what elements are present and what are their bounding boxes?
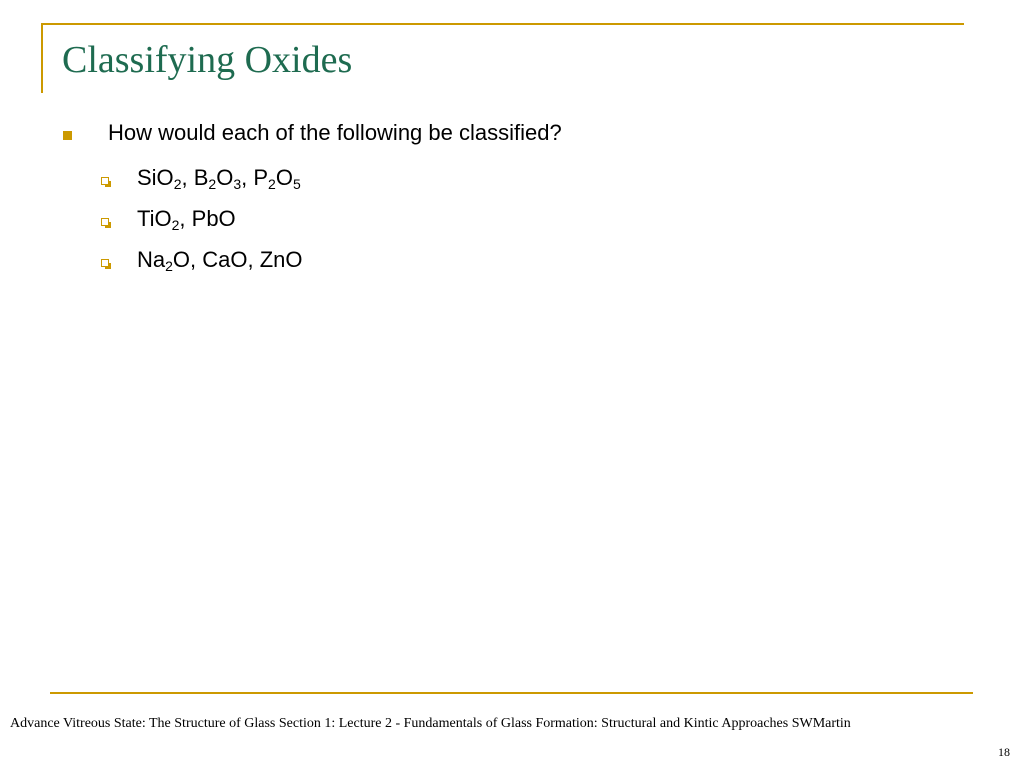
formula-subscript: 2 [268, 176, 276, 192]
formula-text: SiO [137, 165, 174, 190]
formula-text: , PbO [179, 206, 236, 231]
sub-bullet [0, 160, 1024, 196]
formula-text: O, CaO, ZnO [172, 247, 303, 272]
formula-text: Na [137, 247, 166, 272]
formula-subscript: 5 [292, 176, 301, 192]
filled-square-icon [63, 131, 72, 140]
sub-bullet [0, 242, 1024, 278]
formula-subscript: 3 [233, 176, 242, 192]
hollow-square-icon [101, 259, 109, 267]
formula-text: , B [181, 165, 209, 190]
sub-bullet [0, 201, 1024, 237]
formula-subscript: 2 [173, 176, 182, 192]
bottom-accent-line [50, 692, 973, 694]
formula-subscript: 2 [208, 176, 217, 192]
sub-bullet-text [137, 247, 303, 273]
bullet-list [0, 0, 1024, 300]
formula-subscript: 2 [165, 258, 173, 274]
formula-text: , P [241, 165, 269, 190]
bullet-text: How would each of the following be classified? [108, 120, 562, 145]
page-number: 18 [998, 745, 1010, 759]
formula-text: TiO [137, 206, 172, 231]
sub-bullet-text [137, 206, 236, 232]
footer-text: Advance Vitreous State: The Structure of Glass Section 1: Lecture 2 - Fundamentals of Glass Formation: Structural and Kintic Approaches SWMartin [10, 716, 851, 731]
hollow-square-icon [101, 177, 109, 185]
slide-title: Classifying Oxides [62, 39, 353, 81]
hollow-square-icon [101, 218, 109, 226]
sub-bullet-text [137, 165, 301, 191]
formula-text: O [216, 165, 234, 190]
formula-subscript: 2 [171, 217, 180, 233]
formula-text: O [275, 165, 293, 190]
